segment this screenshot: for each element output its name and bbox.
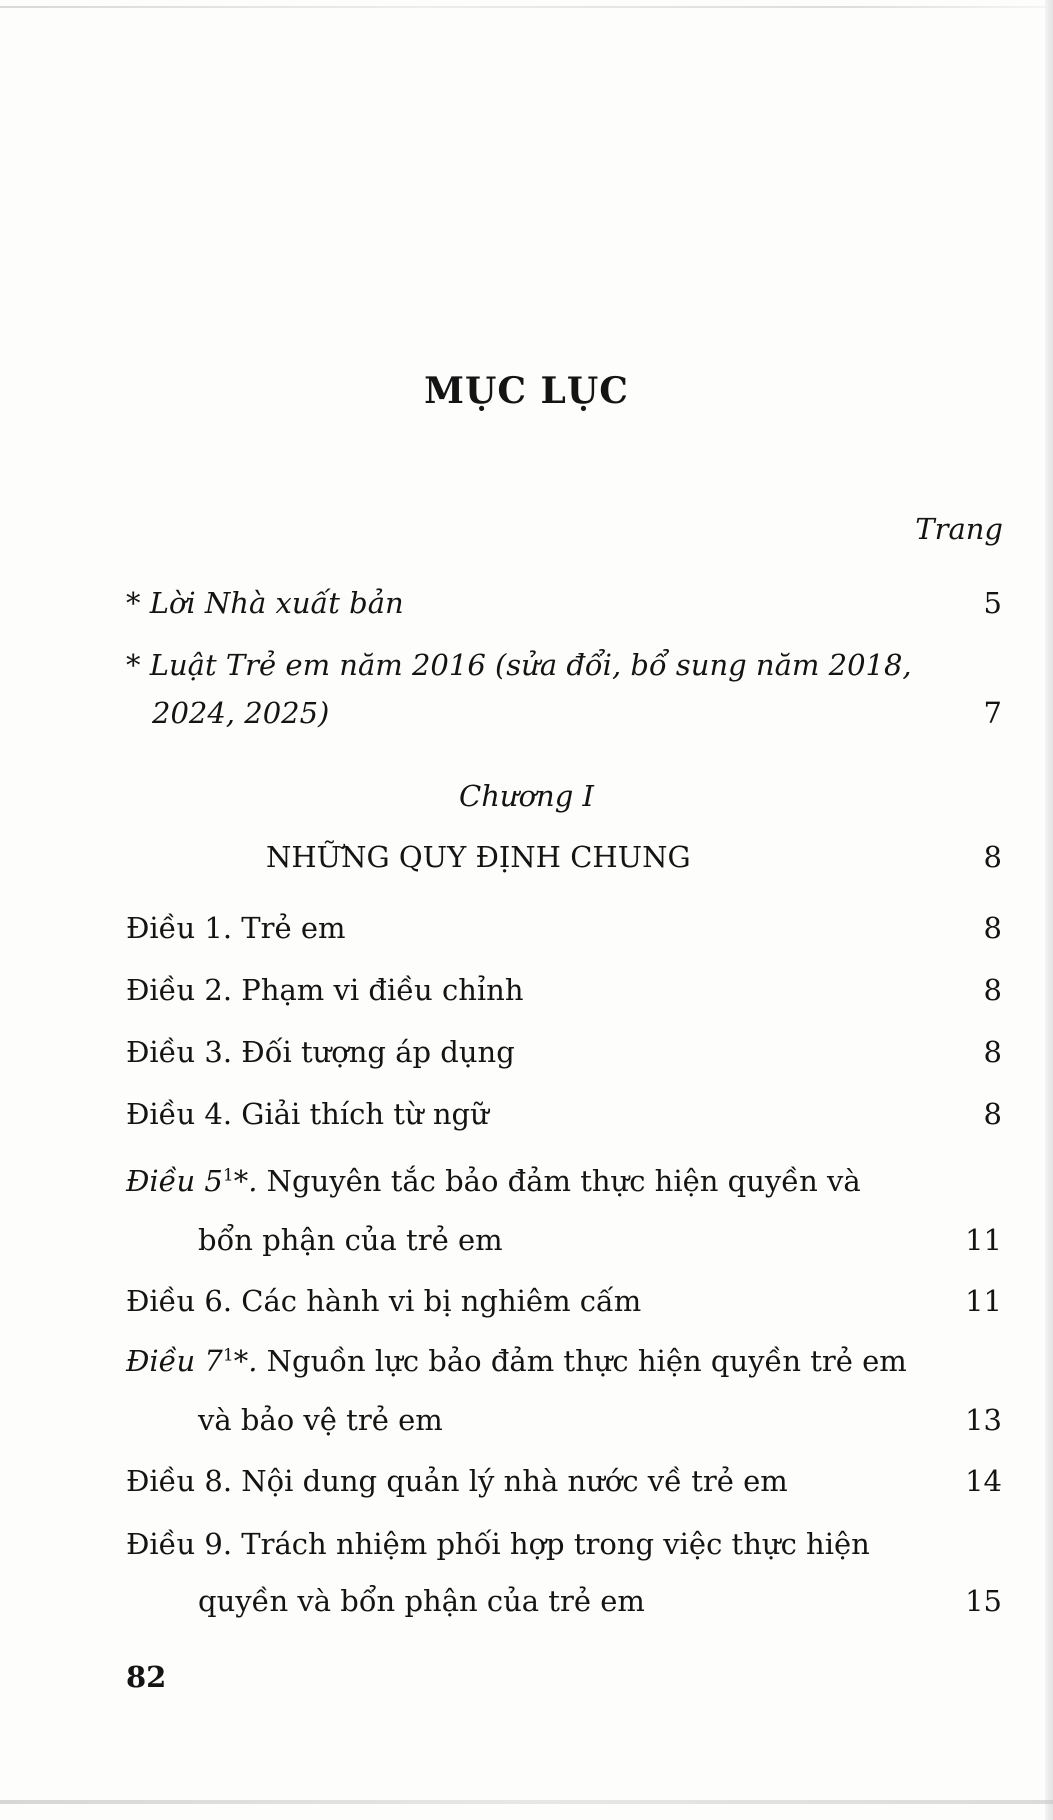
toc-entry-text: 2024, 2025): [152, 696, 330, 730]
toc-entry-text: [126, 1330, 907, 1392]
toc-entry-article-9-line2: [126, 1570, 1002, 1632]
chapter-page: 8: [983, 840, 1002, 874]
toc-entry-text: Điều 6. Các hành vi bị nghiêm cấm: [126, 1284, 642, 1318]
toc-entry-article-3: [126, 1021, 1002, 1083]
toc-entry-article-1: [126, 897, 1002, 959]
toc-entry-law-line2: [126, 682, 1002, 744]
toc-entry-page: 14: [965, 1464, 1002, 1498]
toc-entry-text: * Lời Nhà xuất bản: [126, 586, 404, 620]
footnote-mark: 1: [222, 1165, 234, 1186]
chapter-title: NHỮNG QUY ĐỊNH CHUNG: [266, 840, 691, 874]
toc-entry-page: 15: [965, 1584, 1002, 1618]
article-suffix: *.: [233, 1164, 258, 1198]
toc-entry-text: Điều 9. Trách nhiệm phối hợp trong việc thực hiện: [126, 1527, 870, 1561]
toc-entry-page: 5: [983, 586, 1002, 620]
toc-entry-article-7-line1: [126, 1330, 1002, 1392]
toc-entry-article-8: [126, 1450, 1002, 1512]
toc-entry-text: Điều 2. Phạm vi điều chỉnh: [126, 973, 524, 1007]
toc-entry-article-4: [126, 1083, 1002, 1145]
toc-entry-article-9-line1: [126, 1513, 1002, 1575]
toc-entry-text: Điều 3. Đối tượng áp dụng: [126, 1035, 515, 1069]
toc-entry-text: quyền và bổn phận của trẻ em: [198, 1584, 645, 1618]
page-bottom-edge: [0, 1800, 1053, 1804]
toc-entry-article-2: [126, 959, 1002, 1021]
toc-entry-page: 8: [983, 1097, 1002, 1131]
toc-entry-text: Điều 1. Trẻ em: [126, 911, 346, 945]
page-title: MỤC LỤC: [424, 370, 629, 412]
toc-entry-page: 8: [983, 911, 1002, 945]
toc-entry-page: 8: [983, 1035, 1002, 1069]
toc-entry-page: 11: [965, 1223, 1002, 1257]
article-suffix: *.: [233, 1344, 258, 1378]
article-prefix: Điều 7: [126, 1344, 223, 1378]
toc-entry-article-7-line2: [126, 1389, 1002, 1451]
toc-entry-text: bổn phận của trẻ em: [198, 1223, 503, 1257]
toc-entry-page: 7: [983, 696, 1002, 730]
toc-entry-page: 13: [965, 1403, 1002, 1437]
page-right-edge: [1045, 0, 1053, 1820]
toc-entry-text: Điều 8. Nội dung quản lý nhà nước về trẻ em: [126, 1464, 788, 1498]
toc-entry-article-5-line1: [126, 1150, 1002, 1212]
article-title: Nguyên tắc bảo đảm thực hiện quyền và: [257, 1164, 861, 1198]
toc-entry-text: * Luật Trẻ em năm 2016 (sửa đổi, bổ sung năm 2018,: [126, 648, 912, 682]
toc-entry-text: và bảo vệ trẻ em: [198, 1403, 443, 1437]
toc-entry-article-6: [126, 1270, 1002, 1332]
article-prefix: Điều 5: [126, 1164, 223, 1198]
page-number: 82: [126, 1660, 167, 1694]
toc-entry-text: [126, 1150, 861, 1212]
article-title: Nguồn lực bảo đảm thực hiện quyền trẻ em: [257, 1344, 907, 1378]
toc-entry-page: 8: [983, 973, 1002, 1007]
chapter-label: Chương I: [459, 779, 594, 813]
page-top-edge: [0, 6, 1053, 8]
footnote-mark: 1: [222, 1345, 234, 1366]
toc-entry-page: 11: [965, 1284, 1002, 1318]
toc-entry-text: Điều 4. Giải thích từ ngữ: [126, 1097, 489, 1131]
toc-entry-article-5-line2: [126, 1209, 1002, 1271]
page-column-label: Trang: [915, 512, 1003, 546]
toc-entry-publisher-note: [126, 572, 1002, 634]
